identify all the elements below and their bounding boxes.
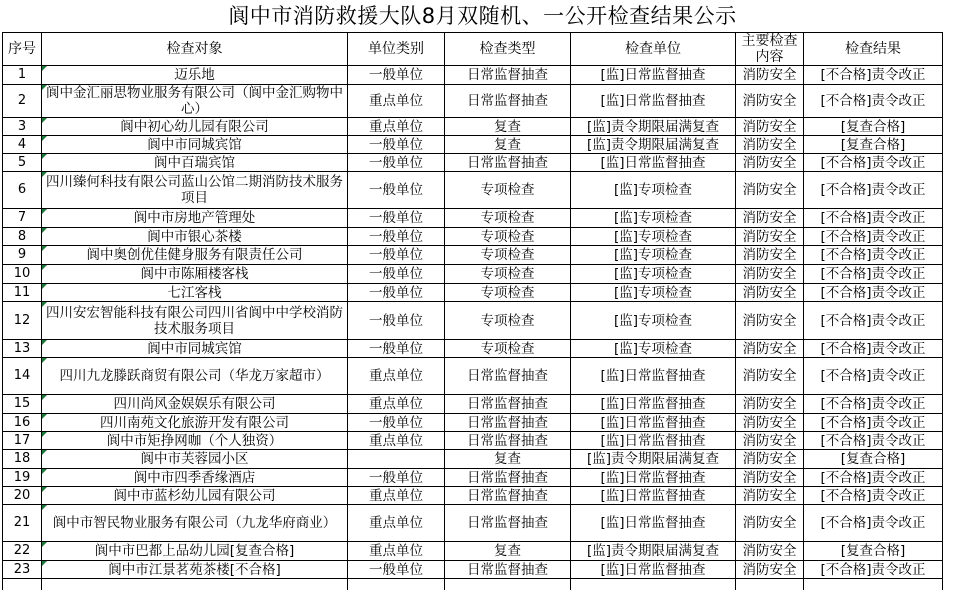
cell-unit[interactable]: [监]责令期限届满复查 bbox=[571, 118, 736, 136]
table-row bbox=[3, 154, 943, 172]
cell-object-text: 阆中市巴都上品幼儿园[复查合格] bbox=[94, 543, 295, 559]
cell-object-text: 阆中市芙蓉园小区 bbox=[140, 451, 249, 467]
cell-comment-marker-icon bbox=[42, 432, 47, 437]
cell-no[interactable]: 3 bbox=[3, 118, 42, 136]
cell-object[interactable] bbox=[42, 154, 348, 172]
cell-object[interactable] bbox=[42, 118, 348, 136]
cell-result[interactable]: [不合格]责令改正 bbox=[804, 561, 943, 579]
cell-comment-marker-icon bbox=[42, 302, 47, 307]
cell-unit[interactable]: [监]专项检查 bbox=[571, 209, 736, 228]
cell-unit[interactable]: [监]日常监督抽查 bbox=[571, 414, 736, 432]
cell-content[interactable]: 消防安全 bbox=[736, 542, 804, 561]
cell-no[interactable]: 21 bbox=[3, 505, 42, 542]
table-row bbox=[3, 340, 943, 358]
cell-object[interactable] bbox=[42, 358, 348, 395]
cell-category[interactable]: 一般单位 bbox=[348, 340, 445, 358]
cell-content[interactable]: 消防安全 bbox=[736, 284, 804, 302]
cell-content[interactable]: 消防安全 bbox=[736, 265, 804, 284]
cell-result[interactable]: [复查合格] bbox=[804, 542, 943, 561]
cell-no[interactable]: 5 bbox=[3, 154, 42, 172]
cell-type[interactable]: 复查 bbox=[445, 136, 571, 154]
cell-unit[interactable]: [监]专项检查 bbox=[571, 265, 736, 284]
table-row-empty bbox=[3, 579, 943, 590]
table-row bbox=[3, 432, 943, 450]
cell-result[interactable]: [不合格]责令改正 bbox=[804, 246, 943, 265]
cell-result[interactable]: [不合格]责令改正 bbox=[804, 228, 943, 246]
cell-result[interactable]: [不合格]责令改正 bbox=[804, 487, 943, 505]
cell-result[interactable]: [不合格]责令改正 bbox=[804, 172, 943, 209]
cell-no[interactable]: 19 bbox=[3, 469, 42, 487]
cell-object-text: 阆中奥创优佳健身服务有限责任公司 bbox=[86, 247, 303, 263]
cell-unit[interactable]: [监]日常监督抽查 bbox=[571, 395, 736, 414]
cell-comment-marker-icon bbox=[42, 136, 47, 141]
header-unit: 检查单位 bbox=[571, 33, 736, 66]
table-row bbox=[3, 561, 943, 579]
cell-type[interactable]: 日常监督抽查 bbox=[445, 469, 571, 487]
cell-comment-marker-icon bbox=[42, 265, 47, 270]
cell-unit[interactable]: [监]专项检查 bbox=[571, 172, 736, 209]
cell-category[interactable]: 重点单位 bbox=[348, 487, 445, 505]
cell-unit[interactable]: [监]专项检查 bbox=[571, 246, 736, 265]
cell-no[interactable]: 15 bbox=[3, 395, 42, 414]
table-row bbox=[3, 85, 943, 118]
table-row bbox=[3, 246, 943, 265]
cell-type[interactable]: 专项检查 bbox=[445, 246, 571, 265]
cell-comment-marker-icon bbox=[42, 66, 47, 71]
table-row bbox=[3, 118, 943, 136]
cell-no[interactable]: 8 bbox=[3, 228, 42, 246]
cell-result[interactable]: [不合格]责令改正 bbox=[804, 469, 943, 487]
cell-type[interactable]: 专项检查 bbox=[445, 172, 571, 209]
cell-comment-marker-icon bbox=[42, 246, 47, 251]
cell-result[interactable]: [不合格]责令改正 bbox=[804, 85, 943, 118]
cell-content[interactable]: 消防安全 bbox=[736, 358, 804, 395]
cell-object[interactable] bbox=[42, 414, 348, 432]
cell-unit[interactable]: [监]责令期限届满复查 bbox=[571, 542, 736, 561]
table-row bbox=[3, 395, 943, 414]
cell-no[interactable]: 13 bbox=[3, 340, 42, 358]
cell-object[interactable] bbox=[42, 432, 348, 450]
table-row bbox=[3, 450, 943, 469]
cell-empty[interactable] bbox=[804, 579, 943, 590]
cell-comment-marker-icon bbox=[42, 542, 47, 547]
page-title: 阆中市消防救援大队8月双随机、一公开检查结果公示 bbox=[228, 4, 737, 28]
cell-type[interactable]: 专项检查 bbox=[445, 228, 571, 246]
cell-object[interactable] bbox=[42, 265, 348, 284]
cell-category[interactable]: 一般单位 bbox=[348, 209, 445, 228]
cell-type[interactable]: 专项检查 bbox=[445, 340, 571, 358]
cell-no[interactable]: 22 bbox=[3, 542, 42, 561]
cell-result[interactable]: [不合格]责令改正 bbox=[804, 302, 943, 340]
cell-content[interactable]: 消防安全 bbox=[736, 469, 804, 487]
cell-no[interactable]: 7 bbox=[3, 209, 42, 228]
cell-content[interactable]: 消防安全 bbox=[736, 154, 804, 172]
table-row bbox=[3, 505, 943, 542]
header-type: 检查类型 bbox=[445, 33, 571, 66]
cell-type[interactable]: 日常监督抽查 bbox=[445, 154, 571, 172]
cell-result[interactable]: [不合格]责令改正 bbox=[804, 154, 943, 172]
cell-object-text: 阆中市矩挣网咖（个人独资） bbox=[106, 432, 283, 449]
cell-result[interactable]: [复查合格] bbox=[804, 118, 943, 136]
cell-type[interactable]: 日常监督抽查 bbox=[445, 66, 571, 85]
cell-object-text: 七江客栈 bbox=[167, 284, 222, 301]
cell-result[interactable]: [不合格]责令改正 bbox=[804, 432, 943, 450]
header-content bbox=[736, 33, 804, 66]
cell-result[interactable]: [不合格]责令改正 bbox=[804, 66, 943, 85]
cell-object-text: 阆中市同城宾馆 bbox=[147, 136, 242, 153]
cell-comment-marker-icon bbox=[42, 358, 47, 363]
cell-category[interactable]: 重点单位 bbox=[348, 505, 445, 542]
cell-category[interactable]: 一般单位 bbox=[348, 265, 445, 284]
cell-comment-marker-icon bbox=[42, 414, 47, 419]
cell-content[interactable]: 消防安全 bbox=[736, 228, 804, 246]
cell-no[interactable]: 6 bbox=[3, 172, 42, 209]
cell-object[interactable] bbox=[42, 505, 348, 542]
cell-object-text: 阆中百瑞宾馆 bbox=[154, 154, 235, 171]
cell-unit[interactable]: [监]专项检查 bbox=[571, 228, 736, 246]
cell-content[interactable]: 消防安全 bbox=[736, 395, 804, 414]
cell-category[interactable]: 重点单位 bbox=[348, 542, 445, 561]
cell-type[interactable]: 专项检查 bbox=[445, 302, 571, 340]
cell-object-text: 阆中市蓝杉幼儿园有限公司 bbox=[113, 487, 276, 504]
cell-object[interactable] bbox=[42, 469, 348, 487]
cell-content[interactable]: 消防安全 bbox=[736, 66, 804, 85]
cell-type[interactable]: 专项检查 bbox=[445, 265, 571, 284]
cell-content[interactable]: 消防安全 bbox=[736, 561, 804, 579]
cell-unit[interactable]: [监]日常监督抽查 bbox=[571, 154, 736, 172]
table-row bbox=[3, 542, 943, 561]
cell-category[interactable]: 一般单位 bbox=[348, 172, 445, 209]
cell-category[interactable]: 重点单位 bbox=[348, 358, 445, 395]
cell-category[interactable]: 一般单位 bbox=[348, 469, 445, 487]
cell-no[interactable]: 14 bbox=[3, 358, 42, 395]
cell-object[interactable] bbox=[42, 228, 348, 246]
cell-type[interactable]: 日常监督抽查 bbox=[445, 432, 571, 450]
table-row bbox=[3, 469, 943, 487]
cell-category[interactable]: 重点单位 bbox=[348, 85, 445, 118]
cell-comment-marker-icon bbox=[42, 340, 47, 345]
cell-object[interactable] bbox=[42, 302, 348, 340]
cell-unit[interactable]: [监]日常监督抽查 bbox=[571, 561, 736, 579]
cell-comment-marker-icon bbox=[42, 172, 47, 177]
cell-type[interactable]: 日常监督抽查 bbox=[445, 487, 571, 505]
cell-unit[interactable]: [监]日常监督抽查 bbox=[571, 487, 736, 505]
cell-category[interactable]: 一般单位 bbox=[348, 561, 445, 579]
cell-object-text: 阆中市陈厢楼客栈 bbox=[140, 266, 249, 282]
cell-result[interactable]: [不合格]责令改正 bbox=[804, 265, 943, 284]
cell-comment-marker-icon bbox=[42, 450, 47, 455]
cell-type[interactable]: 复查 bbox=[445, 118, 571, 136]
table-row bbox=[3, 414, 943, 432]
cell-type[interactable]: 日常监督抽查 bbox=[445, 85, 571, 118]
inspection-results-table bbox=[2, 32, 943, 590]
table-row bbox=[3, 172, 943, 209]
cell-object[interactable] bbox=[42, 542, 348, 561]
cell-content[interactable]: 消防安全 bbox=[736, 302, 804, 340]
cell-content[interactable]: 消防安全 bbox=[736, 172, 804, 209]
cell-object-text: 阆中市房地产管理处 bbox=[133, 210, 256, 226]
cell-category[interactable]: 一般单位 bbox=[348, 414, 445, 432]
table-row bbox=[3, 487, 943, 505]
cell-comment-marker-icon bbox=[42, 118, 47, 123]
cell-category[interactable]: 一般单位 bbox=[348, 284, 445, 302]
cell-comment-marker-icon bbox=[42, 209, 47, 214]
cell-object[interactable] bbox=[42, 136, 348, 154]
cell-category[interactable]: 一般单位 bbox=[348, 154, 445, 172]
cell-empty[interactable] bbox=[3, 579, 42, 590]
cell-type[interactable]: 专项检查 bbox=[445, 209, 571, 228]
table-row bbox=[3, 66, 943, 85]
cell-object[interactable] bbox=[42, 66, 348, 85]
table-row bbox=[3, 209, 943, 228]
cell-no[interactable]: 10 bbox=[3, 265, 42, 284]
cell-unit[interactable]: [监]日常监督抽查 bbox=[571, 432, 736, 450]
cell-object-text: 四川安宏智能科技有限公司四川省阆中中学校消防技术服务项目 bbox=[46, 304, 343, 337]
cell-type[interactable]: 日常监督抽查 bbox=[445, 505, 571, 542]
cell-object[interactable] bbox=[42, 395, 348, 414]
header-row bbox=[3, 33, 943, 66]
table-row bbox=[3, 358, 943, 395]
cell-object-text: 阆中初心幼儿园有限公司 bbox=[120, 118, 269, 135]
cell-object-text: 阆中市江景茗苑茶楼[不合格] bbox=[108, 561, 281, 578]
cell-category[interactable]: 一般单位 bbox=[348, 136, 445, 154]
cell-comment-marker-icon bbox=[42, 85, 47, 90]
cell-unit[interactable]: [监]责令期限届满复查 bbox=[571, 450, 736, 469]
cell-no[interactable]: 12 bbox=[3, 302, 42, 340]
cell-content[interactable]: 消防安全 bbox=[736, 487, 804, 505]
cell-content[interactable]: 消防安全 bbox=[736, 209, 804, 228]
cell-object-text: 四川尚风金娱娱乐有限公司 bbox=[113, 396, 276, 412]
cell-empty[interactable] bbox=[571, 579, 736, 590]
cell-unit[interactable]: [监]日常监督抽查 bbox=[571, 66, 736, 85]
cell-object[interactable] bbox=[42, 340, 348, 358]
cell-result[interactable]: [不合格]责令改正 bbox=[804, 505, 943, 542]
cell-no[interactable]: 9 bbox=[3, 246, 42, 265]
cell-content[interactable]: 消防安全 bbox=[736, 505, 804, 542]
cell-result[interactable]: [不合格]责令改正 bbox=[804, 358, 943, 395]
cell-no[interactable]: 4 bbox=[3, 136, 42, 154]
cell-comment-marker-icon bbox=[42, 487, 47, 492]
cell-no[interactable]: 11 bbox=[3, 284, 42, 302]
cell-empty[interactable] bbox=[445, 579, 571, 590]
cell-content[interactable]: 消防安全 bbox=[736, 432, 804, 450]
cell-object-text: 阆中市四季香缘酒店 bbox=[133, 469, 256, 486]
cell-comment-marker-icon bbox=[42, 505, 47, 510]
cell-result[interactable]: [复查合格] bbox=[804, 450, 943, 469]
cell-category[interactable]: 重点单位 bbox=[348, 432, 445, 450]
cell-empty[interactable] bbox=[42, 579, 348, 590]
cell-empty[interactable] bbox=[348, 579, 445, 590]
cell-object[interactable] bbox=[42, 85, 348, 118]
cell-comment-marker-icon bbox=[42, 395, 47, 400]
cell-type[interactable]: 日常监督抽查 bbox=[445, 414, 571, 432]
cell-object-text: 四川臻何科技有限公司蓝山公馆二期消防技术服务项目 bbox=[46, 174, 343, 206]
cell-object[interactable] bbox=[42, 450, 348, 469]
cell-result[interactable]: [不合格]责令改正 bbox=[804, 395, 943, 414]
cell-no[interactable]: 17 bbox=[3, 432, 42, 450]
header-no: 序号 bbox=[3, 33, 42, 66]
table-row bbox=[3, 284, 943, 302]
header-category: 单位类别 bbox=[348, 33, 445, 66]
cell-object[interactable] bbox=[42, 284, 348, 302]
cell-unit[interactable]: [监]专项检查 bbox=[571, 284, 736, 302]
cell-type[interactable]: 复查 bbox=[445, 542, 571, 561]
cell-category[interactable]: 一般单位 bbox=[348, 66, 445, 85]
cell-result[interactable]: [复查合格] bbox=[804, 136, 943, 154]
cell-object[interactable] bbox=[42, 487, 348, 505]
table-body bbox=[3, 66, 943, 590]
cell-type[interactable]: 专项检查 bbox=[445, 284, 571, 302]
cell-content[interactable]: 消防安全 bbox=[736, 340, 804, 358]
cell-result[interactable]: [不合格]责令改正 bbox=[804, 284, 943, 302]
cell-result[interactable]: [不合格]责令改正 bbox=[804, 340, 943, 358]
cell-no[interactable]: 2 bbox=[3, 85, 42, 118]
cell-comment-marker-icon bbox=[42, 284, 47, 289]
cell-no[interactable]: 1 bbox=[3, 66, 42, 85]
cell-comment-marker-icon bbox=[42, 154, 47, 159]
table-row bbox=[3, 228, 943, 246]
cell-unit[interactable]: [监]责令期限届满复查 bbox=[571, 136, 736, 154]
table-row bbox=[3, 136, 943, 154]
header-result: 检查结果 bbox=[804, 33, 943, 66]
cell-category[interactable]: 一般单位 bbox=[348, 228, 445, 246]
cell-unit[interactable]: [监]日常监督抽查 bbox=[571, 358, 736, 395]
cell-type[interactable]: 日常监督抽查 bbox=[445, 358, 571, 395]
cell-unit[interactable]: [监]专项检查 bbox=[571, 340, 736, 358]
cell-unit[interactable]: [监]日常监督抽查 bbox=[571, 469, 736, 487]
cell-object-text: 四川九龙滕跃商贸有限公司（华龙万家超市） bbox=[59, 368, 330, 384]
cell-type[interactable]: 复查 bbox=[445, 450, 571, 469]
cell-object-text: 阆中市智民物业服务有限公司（九龙华府商业） bbox=[52, 515, 337, 531]
header-content-line1: 主要检查 bbox=[741, 33, 798, 49]
cell-unit[interactable]: [监]专项检查 bbox=[571, 302, 736, 340]
cell-no[interactable]: 20 bbox=[3, 487, 42, 505]
cell-object-text: 阆中市同城宾馆 bbox=[147, 340, 242, 357]
cell-content[interactable]: 消防安全 bbox=[736, 450, 804, 469]
cell-no[interactable]: 16 bbox=[3, 414, 42, 432]
cell-content[interactable]: 消防安全 bbox=[736, 85, 804, 118]
cell-no[interactable]: 23 bbox=[3, 561, 42, 579]
cell-category[interactable] bbox=[348, 450, 445, 469]
cell-category[interactable]: 一般单位 bbox=[348, 246, 445, 265]
header-content-line2: 内容 bbox=[755, 49, 784, 65]
header-object: 检查对象 bbox=[42, 33, 348, 66]
cell-content[interactable]: 消防安全 bbox=[736, 246, 804, 265]
cell-object[interactable] bbox=[42, 561, 348, 579]
cell-unit[interactable]: [监]日常监督抽查 bbox=[571, 505, 736, 542]
cell-comment-marker-icon bbox=[42, 228, 47, 233]
cell-category[interactable]: 一般单位 bbox=[348, 302, 445, 340]
cell-object[interactable] bbox=[42, 209, 348, 228]
table-row bbox=[3, 265, 943, 284]
cell-object-text: 四川南苑文化旅游开发有限公司 bbox=[100, 414, 289, 431]
cell-type[interactable]: 日常监督抽查 bbox=[445, 561, 571, 579]
cell-content[interactable]: 消防安全 bbox=[736, 118, 804, 136]
cell-comment-marker-icon bbox=[42, 469, 47, 474]
cell-category[interactable]: 重点单位 bbox=[348, 395, 445, 414]
cell-content[interactable]: 消防安全 bbox=[736, 414, 804, 432]
cell-empty[interactable] bbox=[736, 579, 804, 590]
cell-object-text: 阆中金汇丽思物业服务有限公司（阆中金汇购物中心） bbox=[46, 85, 343, 117]
cell-no[interactable]: 18 bbox=[3, 450, 42, 469]
cell-object-text: 阆中市银心茶楼 bbox=[147, 228, 242, 245]
cell-unit[interactable]: [监]日常监督抽查 bbox=[571, 85, 736, 118]
cell-type[interactable]: 日常监督抽查 bbox=[445, 395, 571, 414]
cell-result[interactable]: [不合格]责令改正 bbox=[804, 209, 943, 228]
cell-result[interactable]: [不合格]责令改正 bbox=[804, 414, 943, 432]
cell-content[interactable]: 消防安全 bbox=[736, 136, 804, 154]
cell-comment-marker-icon bbox=[42, 561, 47, 566]
cell-object[interactable] bbox=[42, 172, 348, 209]
table-row bbox=[3, 302, 943, 340]
cell-object[interactable] bbox=[42, 246, 348, 265]
cell-object-text: 迈乐地 bbox=[174, 67, 215, 83]
cell-category[interactable]: 重点单位 bbox=[348, 118, 445, 136]
